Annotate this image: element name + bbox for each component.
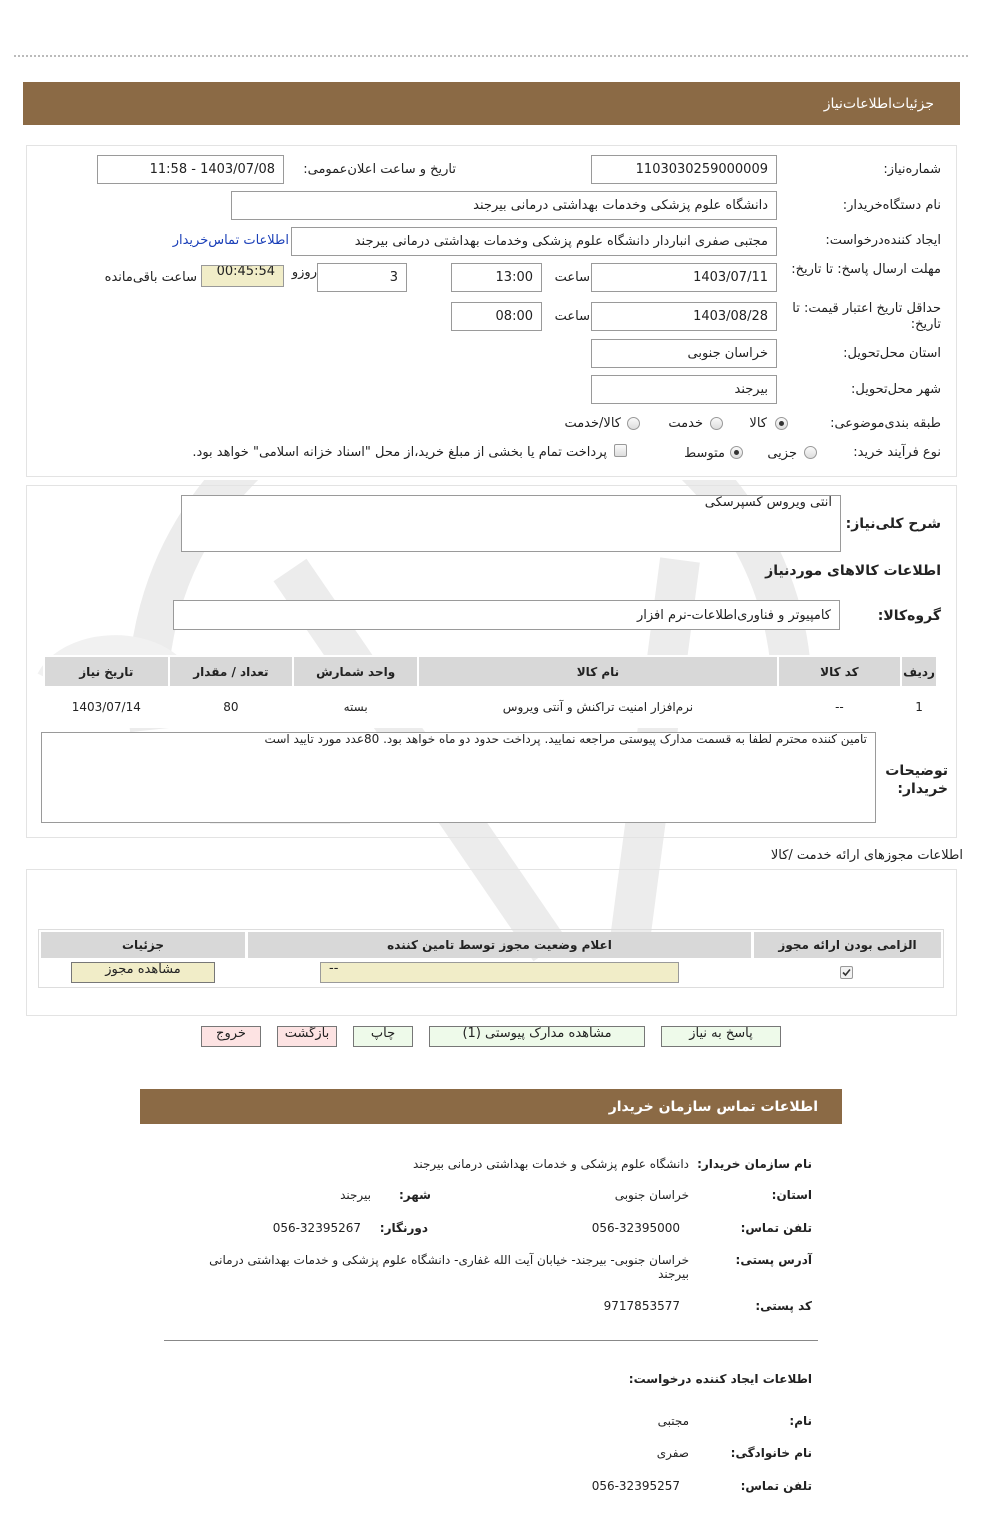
days-label: روزو bbox=[291, 265, 317, 280]
treasury-payment-checkbox[interactable] bbox=[614, 444, 627, 457]
page-header bbox=[23, 82, 960, 125]
validity-label: حداقل تاریخ اعتبار قیمت: تا تاریخ: bbox=[792, 301, 941, 332]
col-code: کد کالا bbox=[778, 656, 901, 687]
table-row bbox=[44, 687, 937, 727]
category-label: طبقه بندی‌موضوعی: bbox=[830, 416, 941, 431]
announce-label: تاریخ و ساعت اعلان‌عمومی: bbox=[303, 162, 456, 177]
contact-address-label: آدرس پستی: bbox=[735, 1253, 812, 1267]
buyer-notes-field: تامین کننده محترم لطفا به قسمت مدارک پیوستی مراجعه نمایید. پرداخت حدود دو ماه خواهد بود. 80عدد مورد تایید است bbox=[41, 732, 876, 823]
validity-time-label: ساعت bbox=[554, 309, 590, 324]
page-title: جزئیات‌اطلاعات‌نیاز bbox=[823, 95, 934, 112]
col-date: تاریخ نیاز bbox=[44, 656, 169, 687]
top-divider bbox=[14, 55, 968, 57]
contact-fax-label: دورنگار: bbox=[379, 1221, 428, 1235]
validity-time-field: 08:00 bbox=[451, 302, 542, 331]
contact-phone-value: 056-32395000 bbox=[591, 1221, 680, 1235]
city-field: بیرجند bbox=[591, 375, 777, 404]
category-option-both: کالا/خدمت bbox=[564, 416, 621, 431]
lic-col-status: اعلام وضعیت مجوز توسط تامین کننده bbox=[248, 932, 751, 958]
cell-unit: بسته bbox=[293, 687, 418, 727]
creator-label: ایجاد کننده‌درخواست: bbox=[825, 233, 941, 248]
process-radio-minor[interactable] bbox=[804, 446, 817, 459]
group-label: گروه‌کالا: bbox=[877, 608, 941, 624]
summary-label: شرح کلی‌نیاز: bbox=[845, 516, 941, 532]
creator-family-label: نام خانوادگی: bbox=[730, 1446, 812, 1460]
need-number-field: 1103030259000009 bbox=[591, 155, 777, 184]
contact-city-label: شهر: bbox=[399, 1188, 431, 1202]
license-status-field[interactable]: -- bbox=[320, 962, 679, 983]
deadline-date-field: 1403/07/11 bbox=[591, 263, 777, 292]
contact-org-label: نام سازمان خریدار: bbox=[697, 1157, 812, 1171]
category-option-goods: کالا bbox=[749, 416, 767, 431]
cell-code: -- bbox=[778, 687, 901, 727]
goods-table bbox=[43, 655, 938, 728]
contact-city-value: بیرجند bbox=[340, 1188, 371, 1202]
province-field: خراسان جنوبی bbox=[591, 339, 777, 368]
cell-name: نرم‌افزار امنیت تراکنش و آنتی ویروس bbox=[418, 687, 778, 727]
contact-phone-label: تلفن تماس: bbox=[740, 1221, 812, 1235]
validity-date-field: 1403/08/28 bbox=[591, 302, 777, 331]
contact-header bbox=[140, 1089, 842, 1124]
reply-button[interactable]: پاسخ به نیاز bbox=[661, 1026, 781, 1047]
process-option-medium: متوسط bbox=[684, 446, 725, 461]
cell-qty: 80 bbox=[169, 687, 294, 727]
contact-title: اطلاعات تماس سازمان خریدار bbox=[608, 1098, 818, 1115]
contact-postal-value: 9717853577 bbox=[603, 1299, 680, 1313]
deadline-label: مهلت ارسال پاسخ: تا تاریخ: bbox=[791, 262, 941, 277]
category-radio-service[interactable] bbox=[710, 417, 723, 430]
lic-col-details: جزئیات bbox=[41, 932, 245, 958]
col-name: نام کالا bbox=[418, 656, 778, 687]
creator-name-value: مجتبی bbox=[657, 1414, 689, 1428]
contact-province-label: استان: bbox=[771, 1188, 812, 1202]
goods-section-title: اطلاعات کالاهای مورد‌نیاز bbox=[765, 563, 941, 579]
group-field: کامپیوتر و فناوری‌اطلاعات-نرم افزار bbox=[173, 600, 840, 630]
lic-col-required: الزامی بودن ارائه مجوز bbox=[754, 932, 941, 958]
deadline-time-label: ساعت bbox=[554, 270, 590, 285]
contact-org-value: دانشگاه علوم پزشکی و خدمات بهداشتی درمانی بیرجند bbox=[413, 1157, 689, 1171]
need-number-label: شماره‌نیاز: bbox=[883, 162, 941, 177]
licenses-title: اطلاعات مجوزهای ارائه خدمت /کالا bbox=[770, 848, 963, 863]
contact-province-value: خراسان جنوبی bbox=[614, 1188, 689, 1202]
contact-fax-value: 056-32395267 bbox=[272, 1221, 361, 1235]
view-license-button[interactable]: مشاهده مجوز bbox=[71, 962, 215, 983]
summary-field: انتی ویروس کسپرسکی bbox=[181, 495, 841, 552]
license-required-checkbox[interactable] bbox=[840, 966, 853, 979]
countdown-timer: 00:45:54 bbox=[201, 265, 284, 287]
province-label: استان محل‌تحویل: bbox=[843, 346, 941, 361]
contact-address-value: خراسان جنوبی- بیرجند- خیابان آیت الله غفاری- دانشگاه علوم پزشکی و خدمات بهداشتی درمانی بیرجند bbox=[209, 1253, 689, 1281]
days-field: 3 bbox=[317, 263, 407, 292]
exit-button[interactable]: خروج bbox=[201, 1026, 261, 1047]
process-option-minor: جزیی bbox=[767, 446, 797, 461]
deadline-time-field: 13:00 bbox=[451, 263, 542, 292]
col-unit: واحد شمارش bbox=[293, 656, 418, 687]
creator-info-title: اطلاعات ایجاد کننده درخواست: bbox=[628, 1372, 812, 1386]
category-radio-goods[interactable] bbox=[775, 417, 788, 430]
buyer-notes-label: توضیحات خریدار: bbox=[885, 763, 948, 797]
category-option-service: خدمت bbox=[668, 416, 703, 431]
remaining-label: ساعت باقی‌مانده bbox=[104, 270, 197, 285]
creator-phone-label: تلفن تماس: bbox=[740, 1479, 812, 1493]
buyer-org-label: نام دستگاه‌خریدار: bbox=[842, 198, 941, 213]
buyer-contact-link[interactable]: اطلاعات تماس‌خریدار bbox=[172, 233, 289, 248]
licenses-table-header bbox=[41, 932, 941, 958]
process-radio-medium[interactable] bbox=[730, 446, 743, 459]
announce-field: 1403/07/08 - 11:58 bbox=[97, 155, 284, 184]
creator-name-label: نام: bbox=[789, 1414, 812, 1428]
print-button[interactable]: چاپ bbox=[353, 1026, 413, 1047]
creator-phone-value: 056-32395257 bbox=[591, 1479, 680, 1493]
col-row: ردیف bbox=[901, 656, 937, 687]
creator-field: مجتبی صفری انباردار دانشگاه علوم پزشکی وخدمات بهداشتی درمانی بیرجند bbox=[291, 227, 777, 256]
back-button[interactable]: بازگشت bbox=[277, 1026, 337, 1047]
cell-row: 1 bbox=[901, 687, 937, 727]
col-qty: تعداد / مقدار bbox=[169, 656, 294, 687]
contact-postal-label: کد پستی: bbox=[755, 1299, 812, 1313]
checkmark-icon bbox=[841, 967, 852, 978]
cell-date: 1403/07/14 bbox=[44, 687, 169, 727]
category-radio-both[interactable] bbox=[627, 417, 640, 430]
buyer-org-field: دانشگاه علوم پزشکی وخدمات بهداشتی درمانی بیرجند bbox=[231, 191, 777, 220]
goods-table-header bbox=[44, 656, 937, 687]
creator-family-value: صفری bbox=[656, 1446, 689, 1460]
contact-divider bbox=[164, 1340, 818, 1341]
city-label: شهر محل‌تحویل: bbox=[851, 382, 941, 397]
attachments-button[interactable]: مشاهده مدارک پیوستی (1) bbox=[429, 1026, 645, 1047]
process-label: نوع فرآیند خرید: bbox=[853, 445, 941, 460]
treasury-payment-note: پرداخت تمام یا بخشی از مبلغ خرید،از محل "اسناد خزانه اسلامی" خواهد بود. bbox=[192, 445, 607, 460]
